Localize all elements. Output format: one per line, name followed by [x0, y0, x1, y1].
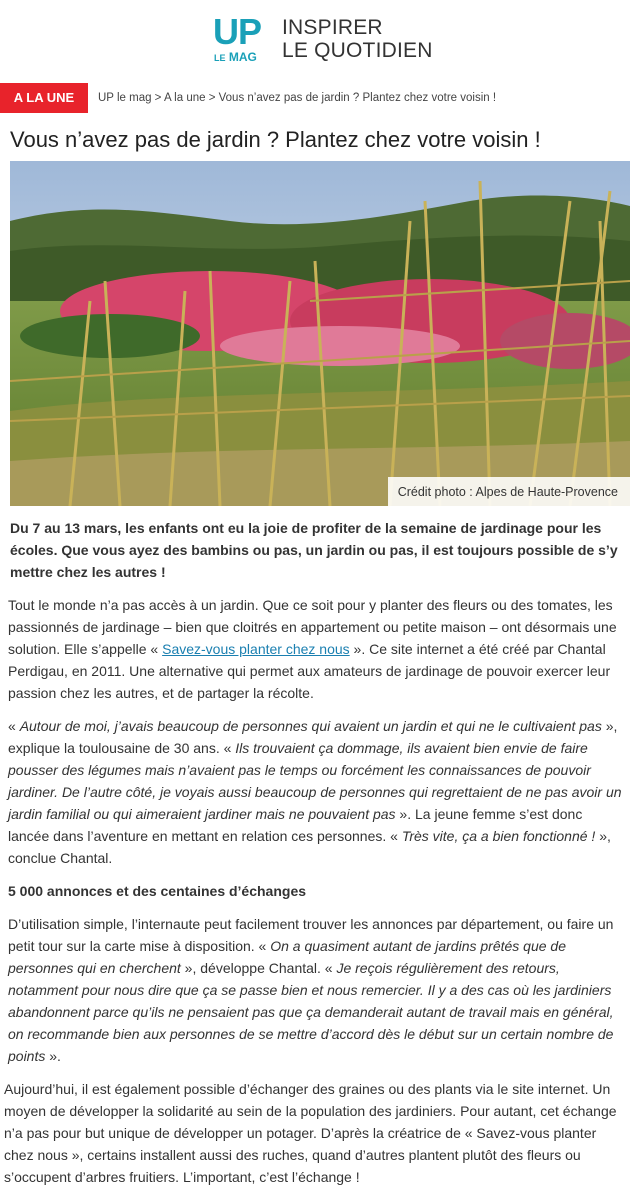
p3-text-a: D’utilisation simple, l’internaute peut facilement trouver les annonces par département, ou faire un petit tour sur la carte mise à disposition. « [8, 916, 614, 954]
breadcrumb [0, 83, 638, 113]
paragraph-4: Aujourd’hui, il est également possible d’échanger des graines ou des plants via le site internet. Un moyen de développer la solidarité au sein de la population des jardiniers. Pour autant, cet échange n’a pas pour but unique de développer un potager. D’après la créatrice de « Savez-vous planter chez nous », certains installent aussi des ruches, quand d’autres plantent plutôt des fleurs ou s’occupent d’arbres fruitiers. L’important, c’est l’échange ! [4, 1081, 617, 1185]
section-subheading: 5 000 annonces et des centaines d’échanges [8, 883, 307, 899]
paragraph-1 [8, 594, 624, 704]
p3-text-b: », développe Chantal. « [180, 960, 337, 976]
p2-text-d: », conclue Chantal. [8, 828, 611, 866]
article-photo [10, 161, 630, 506]
p2-text-a: « [8, 718, 20, 734]
paragraph-2 [8, 715, 624, 869]
site-link[interactable]: Savez-vous planter chez nous [162, 641, 350, 657]
p1-text-b: ». Ce site internet a été créé par Chantal Perdigau, en 2011. Une alternative qui permet aux amateurs de jardinage de pouvoir exercer leur passion chez les autres, et de partager la récolte. [8, 641, 611, 701]
article-intro: Du 7 au 13 mars, les enfants ont eu la joie de profiter de la semaine de jardinage pour les écoles. Que vous ayez des bambins ou pas, un jardin ou pas, il est toujours possible de s’y mettre chez les autres ! [10, 520, 618, 580]
paragraph-3 [8, 913, 624, 1067]
logo-lemag[interactable] [214, 50, 257, 65]
site-header [0, 11, 638, 70]
logo-le: LE [214, 53, 226, 63]
photo-credit: Crédit photo : Alpes de Haute-Provence [388, 477, 630, 506]
p2-quote-3: Très vite, ça a bien fonctionné ! [401, 828, 596, 844]
garden-illustration [10, 161, 630, 506]
p1-text-a: Tout le monde n’a pas accès à un jardin. Que ce soit pour y planter des fleurs ou des tomates, les passionnés de jardinage – bien que cloitrés en appartement ou petite maison – ont désormais une solution. Elle s’appelle « [8, 597, 617, 657]
page-title: Vous n’avez pas de jardin ? Plantez chez votre voisin ! [10, 127, 541, 152]
section-badge[interactable]: A LA UNE [0, 83, 88, 113]
p2-quote-2: Ils trouvaient ça dommage, ils avaient bien envie de faire pousser des légumes mais n’avaient pas le temps ou forcément les connaissances de pouvoir jardiner. De l’autre côté, je voyais aussi beaucoup de personnes qui regrettaient de ne pas avoir un jardin familial ou qui aimeraient jardiner mais ne pouvaient pas [8, 740, 622, 822]
p3-text-c: ». [45, 1048, 61, 1064]
tagline-line2: LE QUOTIDIEN [282, 39, 433, 62]
logo-up[interactable]: UP [213, 11, 262, 52]
tagline [282, 16, 433, 62]
p3-quote-2: Je reçois régulièrement des retours, notamment pour nous dire que ça se passe bien et nous remercier. Il y a des cas où les jardiniers abandonnent parce qu’ils ne pensaient pas que ça demanderait autant de travail mais en général, on recommande bien aux personnes de se mettre d’accord dès le début sur un certain nombre de points [8, 960, 614, 1064]
p2-text-c: ». La jeune femme s’est donc lancée dans l’aventure en mettant en relation ces personnes. « [8, 806, 583, 844]
p2-text-b: », explique la toulousaine de 30 ans. « [8, 718, 618, 756]
p3-quote-1: On a quasiment autant de jardins prêtés que de personnes qui en cherchent [8, 938, 566, 976]
tagline-line1: INSPIRER [282, 16, 383, 39]
p2-quote-1: Autour de moi, j’avais beaucoup de personnes qui avaient un jardin et qui ne le cultivaient pas [19, 718, 602, 734]
article-body [4, 517, 624, 1188]
logo-mag: MAG [228, 50, 257, 64]
breadcrumb-trail[interactable]: UP le mag > A la une > Vous n’avez pas de jardin ? Plantez chez votre voisin ! [98, 92, 497, 104]
